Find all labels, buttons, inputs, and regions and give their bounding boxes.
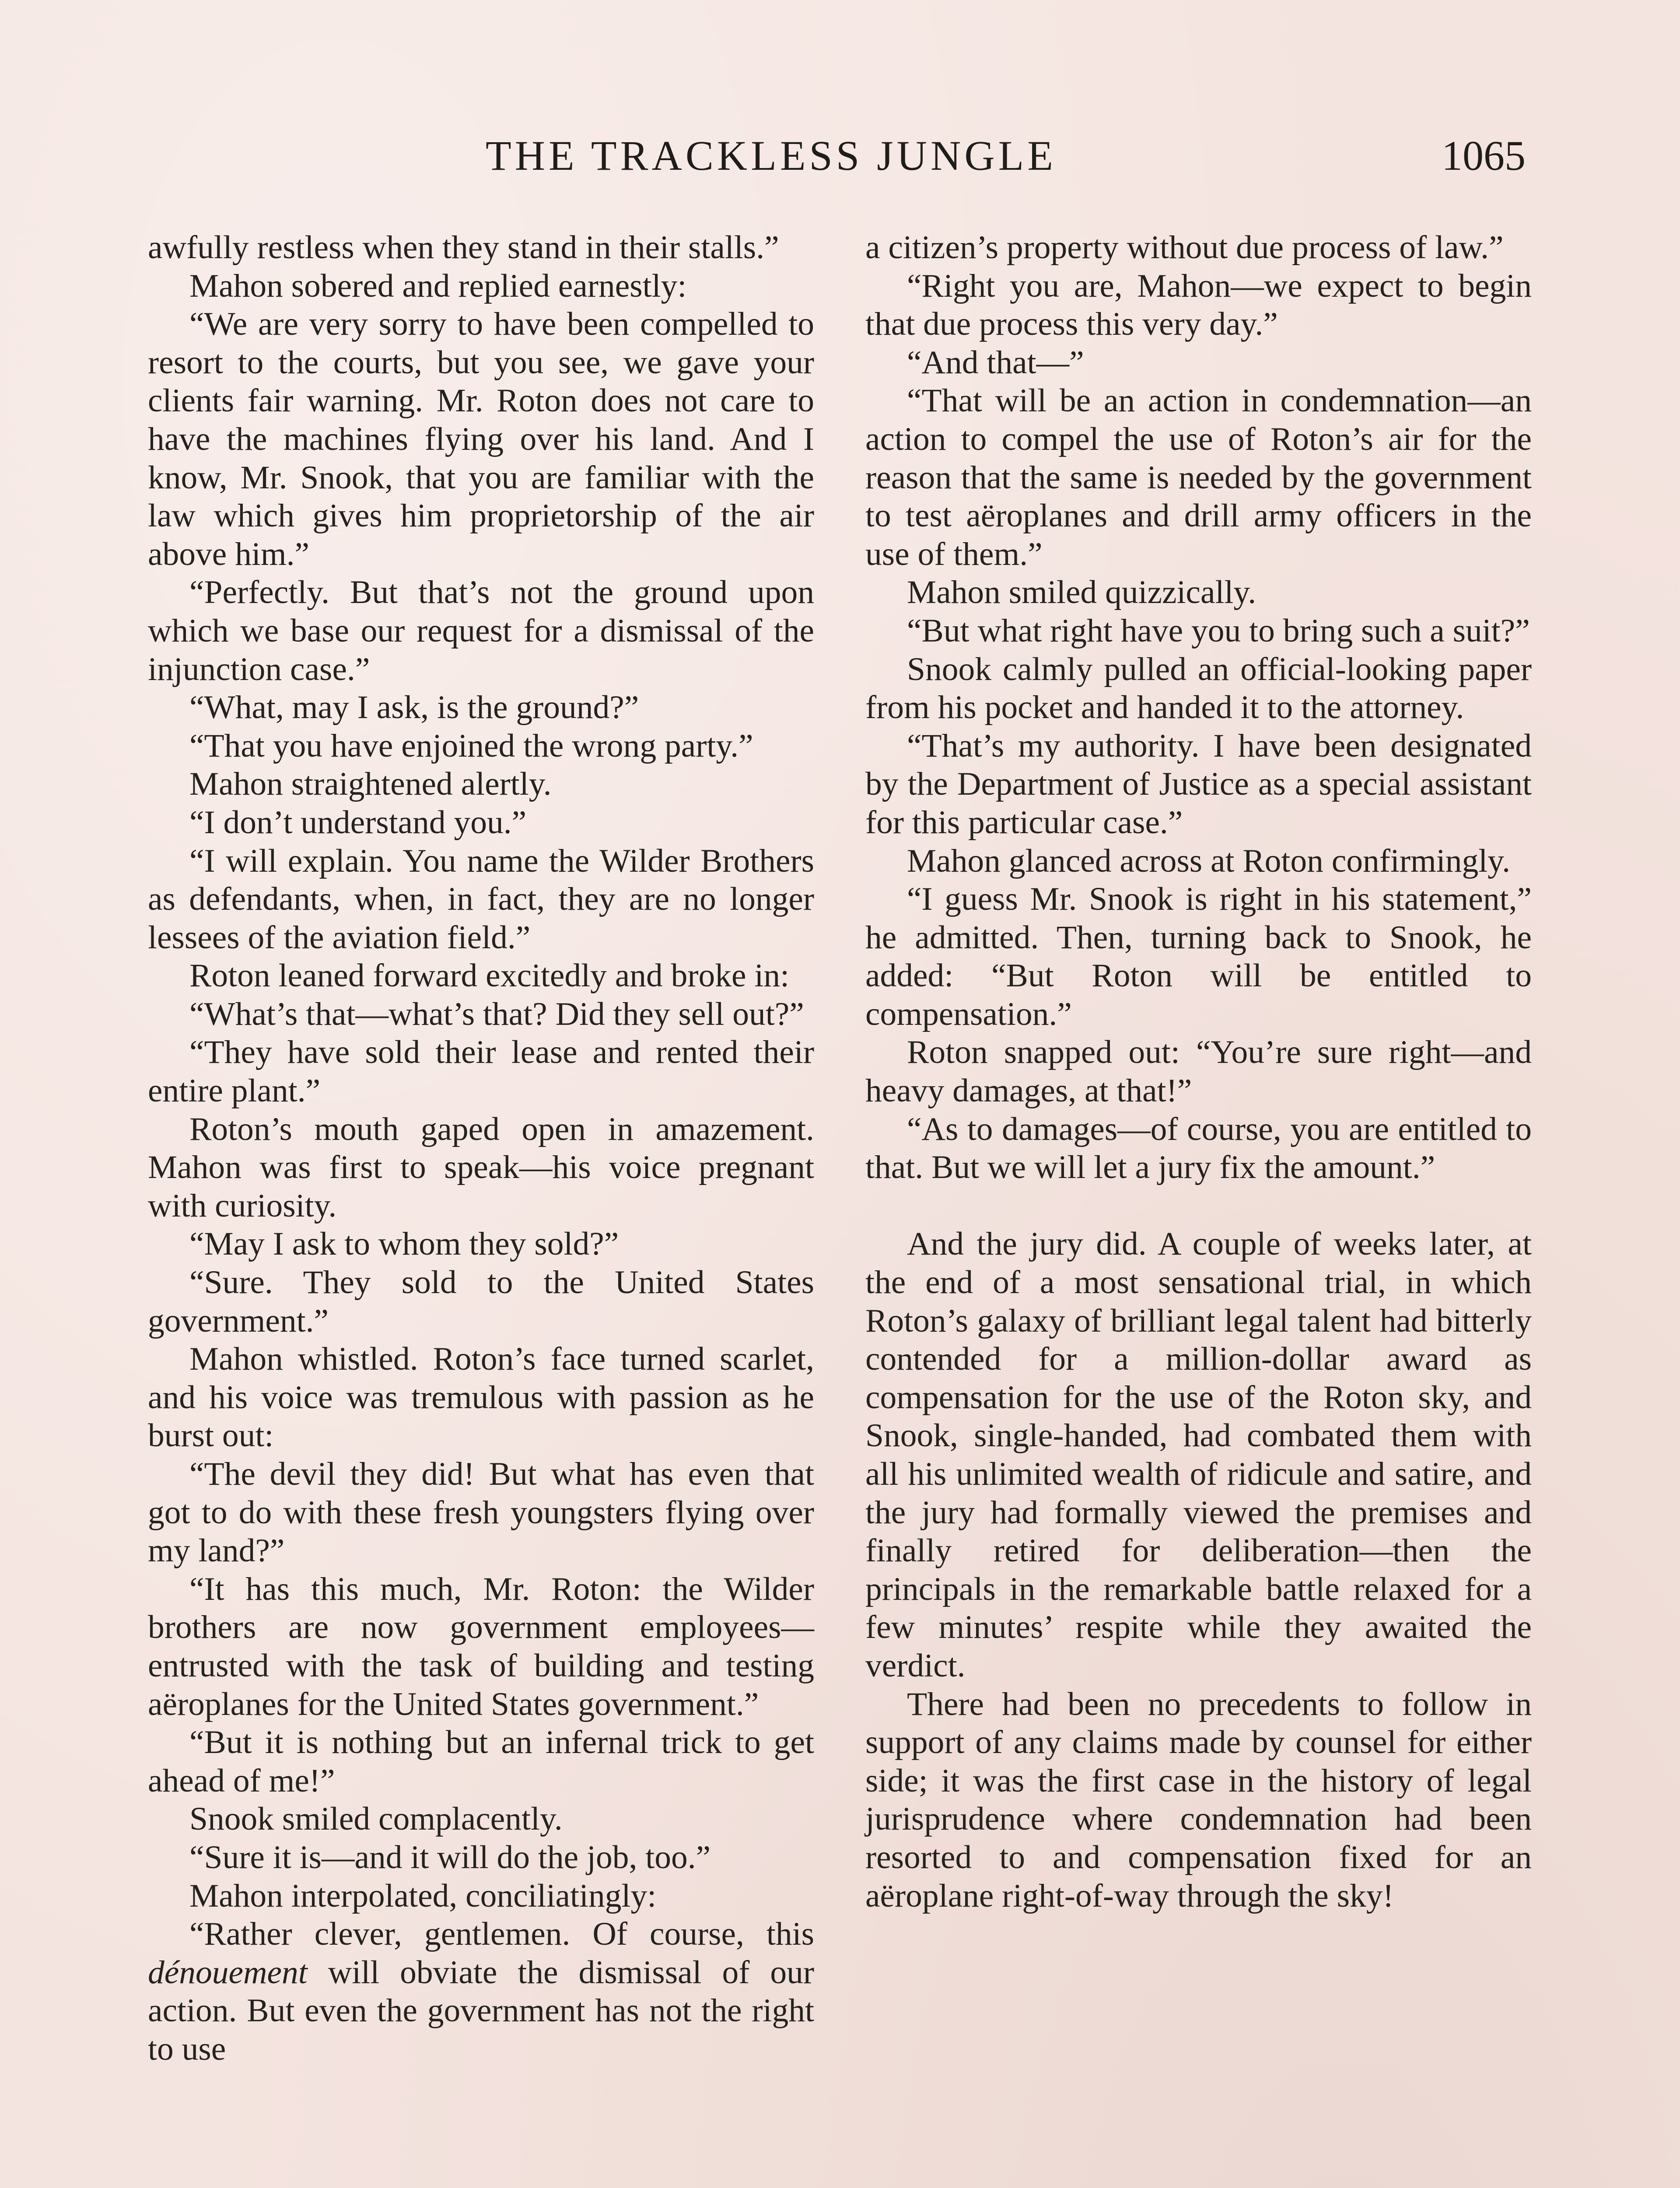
paragraph: Snook calmly pulled an official-looking paper from his pocket and handed it to the attorney. (865, 651, 1532, 726)
italic-term: dénouement (148, 1954, 308, 1991)
paragraph: “That will be an action in condemnation—an action to compel the use of Roton’s air for the reason that the same is needed by the government to test aëroplanes and drill army officers in the use of them.” (865, 382, 1532, 572)
paragraph: “The devil they did! But what has even that got to do with these fresh youngsters flying over my land?” (148, 1456, 814, 1569)
paragraph: Snook smiled complacently. (189, 1801, 563, 1837)
paragraph: “It has this much, Mr. Roton: the Wilder brothers are now government employees—entrusted with the task of building and testing aëroplanes for the United States government.” (148, 1571, 814, 1722)
paragraph: awfully restless when they stand in their stalls.” (148, 229, 779, 266)
paragraph: “Perfectly. But that’s not the ground upon which we base our request for a dismissal of the injunction case.” (148, 574, 814, 687)
paragraph: Mahon whistled. Roton’s face turned scarlet, and his voice was tremulous with passion as he burst out: (148, 1341, 814, 1454)
paragraph: “I will explain. You name the Wilder Brothers as defendants, when, in fact, they are no longer lessees of the aviation field.” (148, 842, 814, 956)
paragraph: a citizen’s property without due process of law.” (865, 229, 1504, 266)
paragraph: “I don’t understand you.” (189, 804, 527, 841)
paragraph: “And that—” (907, 344, 1084, 381)
paragraph: “What, may I ask, is the ground?” (189, 689, 639, 726)
paragraph: Mahon sobered and replied earnestly: (189, 267, 687, 304)
paragraph: There had been no precedents to follow in support of any claims made by counsel for either side; it was the first case in the history of legal jurisprudence where condemnation had been resorted to and compensation fixed for an aëroplane right-of-way through the sky! (865, 1686, 1532, 1914)
paragraph-with-italic (148, 1915, 814, 2068)
paragraph: Mahon straightened alertly. (189, 766, 552, 803)
paragraph: Roton’s mouth gaped open in amazement. Mahon was first to speak—his voice pregnant with curiosity. (148, 1111, 814, 1224)
paragraph: “May I ask to whom they sold?” (189, 1226, 619, 1262)
right-text-column (865, 228, 1532, 1915)
paragraph: “Sure. They sold to the United States government.” (148, 1264, 814, 1339)
left-text-column (148, 228, 814, 2069)
running-head: THE TRACKLESS JUNGLE (486, 132, 1057, 179)
paragraph-text: will obviate the dismissal of our action. But even the government has not the right to use (148, 1954, 814, 2067)
paragraph: “That you have enjoined the wrong party.” (189, 727, 753, 764)
paragraph: “We are very sorry to have been compelled to resort to the courts, but you see, we gave your clients fair warning. Mr. Roton does not care to have the machines flying over his land. And I know, Mr. Snook, that you are familiar with the law which gives him proprietorship of the air above him.” (148, 306, 814, 572)
paragraph: “As to damages—of course, you are entitled to that. But we will let a jury fix the amount.” (865, 1111, 1532, 1186)
paragraph: Mahon glanced across at Roton confirmingly. (907, 842, 1510, 879)
paragraph: And the jury did. A couple of weeks later, at the end of a most sensational trial, in which Roton’s galaxy of brilliant legal talent had bitterly contended for a million-dollar award as compensation for the use of the Roton sky, and Snook, single-handed, had combated them with all his unlimited wealth of ridicule and satire, and the jury had formally viewed the premises and finally retired for deliberation—then the principals in the remarkable battle relaxed for a few minutes’ respite while they awaited the verdict. (865, 1226, 1532, 1684)
paragraph: “Sure it is—and it will do the job, too.” (189, 1839, 711, 1876)
paragraph: “They have sold their lease and rented their entire plant.” (148, 1034, 814, 1109)
paragraph: “But it is nothing but an infernal trick to get ahead of me!” (148, 1724, 814, 1799)
paragraph-text: “Rather clever, gentlemen. Of course, this (189, 1916, 814, 1953)
paragraph: Mahon smiled quizzically. (907, 574, 1256, 611)
paragraph: “Right you are, Mahon—we expect to begin that due process this very day.” (865, 267, 1532, 343)
paragraph: “I guess Mr. Snook is right in his statement,” he admitted. Then, turning back to Snook, he added: “But Roton will be entitled to compensation.” (865, 881, 1532, 1032)
paragraph: Mahon interpolated, conciliatingly: (189, 1877, 657, 1914)
paragraph: Roton snapped out: “You’re sure right—and heavy damages, at that!” (865, 1034, 1532, 1109)
paragraph: “But what right have you to bring such a suit?” (907, 612, 1530, 649)
page-number: 1065 (1442, 132, 1526, 179)
paragraph: “That’s my authority. I have been designated by the Department of Justice as a special assistant for this particular case.” (865, 727, 1532, 841)
paragraph: “What’s that—what’s that? Did they sell out?” (189, 996, 804, 1032)
paragraph: Roton leaned forward excitedly and broke in: (189, 957, 790, 994)
